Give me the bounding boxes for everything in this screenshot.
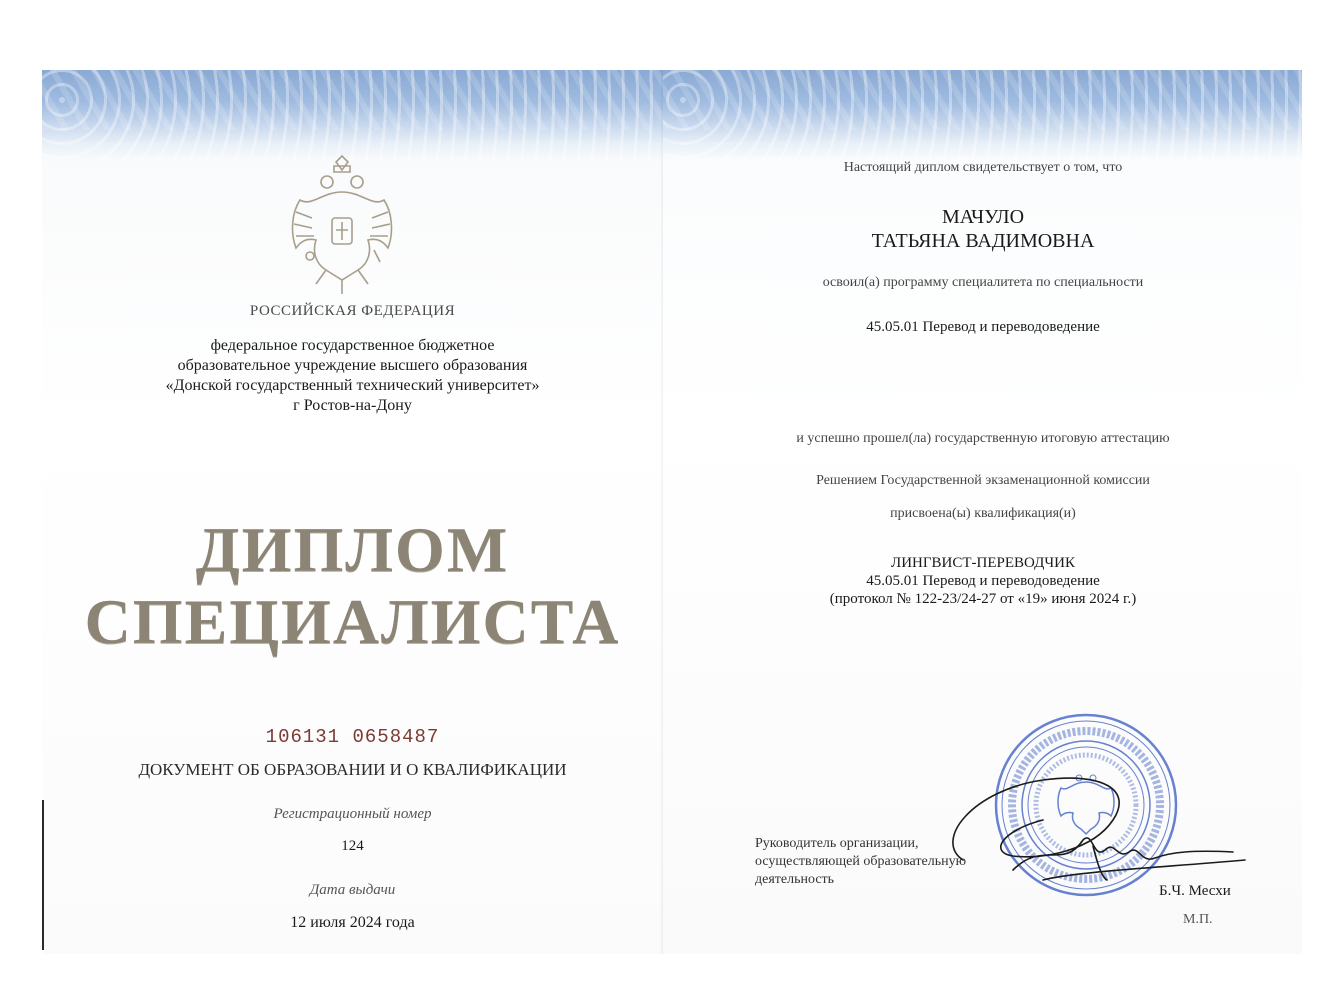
diploma-title-line1: ДИПЛОМ (195, 514, 510, 585)
diploma-right-page (663, 70, 1302, 954)
decorative-top-band (663, 70, 1302, 160)
seal-place-mark: М.П. (1183, 912, 1213, 927)
institution-city: г Ростов-на-Дону (293, 397, 412, 414)
intro-text: Настоящий диплом свидетельствует о том, что (843, 160, 1123, 175)
diploma-title-line2: СПЕЦИАЛИСТА (84, 586, 621, 657)
graduate-name (663, 205, 1302, 253)
registration-label: Регистрационный номер (273, 806, 432, 822)
institution-line: «Донской государственный технический университет» (165, 377, 540, 394)
diploma-spread (42, 70, 1302, 954)
double-headed-eagle-icon (282, 152, 402, 302)
head-label-line: Руководитель организации, (755, 836, 919, 851)
decorative-top-band (42, 70, 663, 160)
issue-date: 12 июля 2024 года (290, 914, 415, 931)
issue-date-label: Дата выдачи (309, 882, 396, 898)
head-label-line: осуществляющей образовательную (755, 854, 967, 869)
institution-line: образовательное учреждение высшего образования (177, 357, 528, 374)
country-name: РОССИЙСКАЯ ФЕДЕРАЦИЯ (249, 303, 456, 319)
program-statement: освоил(а) программу специалитета по специальности (822, 275, 1144, 290)
qualification-awarded: присвоена(ы) квалификация(и) (890, 506, 1076, 521)
institution-name (42, 336, 663, 416)
qualification-title: ЛИНГВИСТ-ПЕРЕВОДЧИК (891, 555, 1075, 571)
attestation-statement: и успешно прошел(ла) государственную итоговую аттестацию (796, 431, 1170, 446)
specialty: 45.05.01 Перевод и переводоведение (866, 319, 1100, 335)
head-label-line: деятельность (755, 872, 835, 887)
qualification-block (663, 554, 1302, 608)
institution-line: федеральное государственное бюджетное (210, 337, 495, 354)
qualification-specialty: 45.05.01 Перевод и переводоведение (866, 573, 1100, 589)
document-kind: ДОКУМЕНТ ОБ ОБРАЗОВАНИИ И О КВАЛИФИКАЦИИ (138, 760, 567, 779)
head-name: Б.Ч. Месхи (1159, 883, 1231, 899)
graduate-given-names: ТАТЬЯНА ВАДИМОВНА (871, 230, 1095, 252)
commission-decision: Решением Государственной экзаменационной комиссии (816, 473, 1150, 488)
diploma-left-page (42, 70, 663, 954)
protocol-reference: (протокол № 122-23/24-27 от «19» июня 2024 г.) (829, 591, 1137, 607)
serial-number: 106131 0658487 (265, 726, 440, 748)
registration-number: 124 (341, 838, 364, 854)
signature-icon (893, 760, 1253, 900)
graduate-surname: МАЧУЛО (941, 206, 1025, 228)
